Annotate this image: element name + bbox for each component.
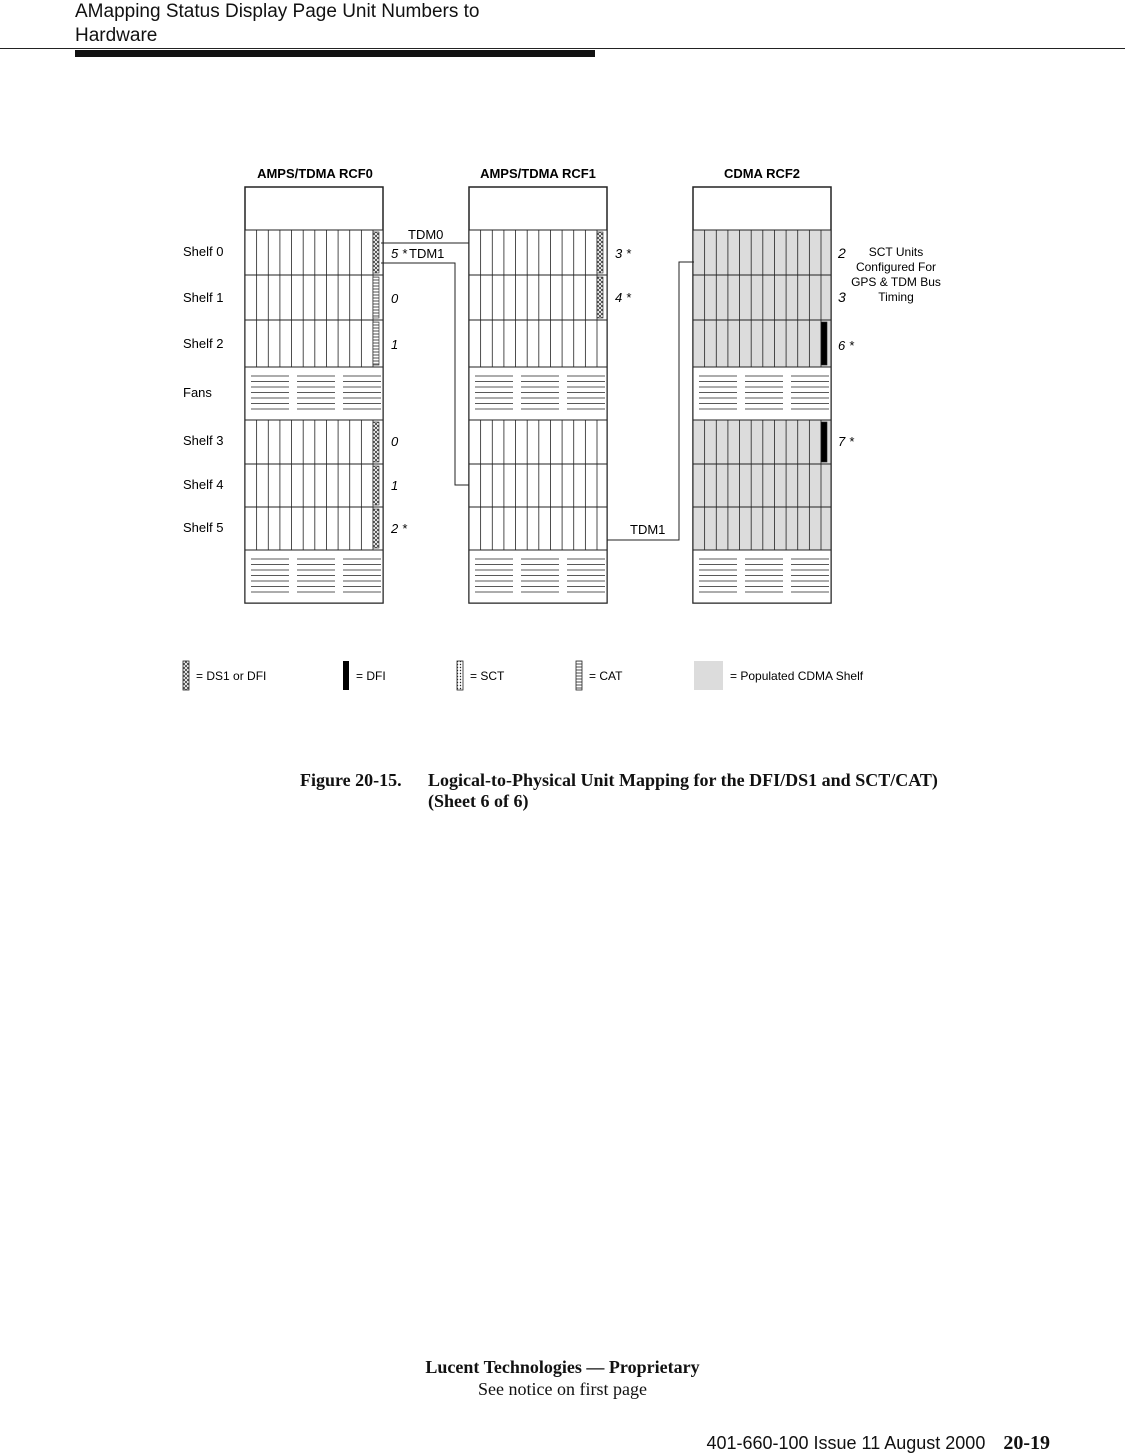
ds1-dfi-pack (373, 232, 379, 273)
legend-cdma-text: = Populated CDMA Shelf (730, 669, 864, 683)
shelf-label-0: Shelf 0 (183, 244, 224, 259)
tdm0-label: TDM0 (408, 227, 444, 242)
shelf-0 (469, 230, 607, 275)
ds1-dfi-pack (373, 466, 379, 505)
fan-unit-1 (245, 550, 383, 603)
frame-title-rcf2: CDMA RCF2 (723, 166, 801, 181)
legend-cat-swatch (576, 661, 582, 690)
sct-note-line4: Timing (878, 290, 914, 304)
shelf-label-5: Shelf 5 (183, 520, 224, 535)
frame-rcf0 (245, 187, 383, 603)
rcf0-unit-shelf5: 2 * (391, 521, 407, 536)
shelf-3 (693, 420, 831, 464)
frame-rcf1 (469, 187, 607, 603)
shelf-3 (245, 420, 383, 464)
legend-sct-swatch (457, 661, 463, 690)
shelf-5 (245, 507, 383, 550)
legend (183, 661, 864, 690)
frame-title-rcf1: AMPS/TDMA RCF1 (480, 166, 596, 181)
rcf1-unit-shelf0: 3 * (615, 246, 631, 261)
legend-dfi-text: = DFI (356, 669, 386, 683)
header-title-line1: AMapping Status Display Page Unit Numbers to (75, 1, 480, 22)
caption-number: Figure 20-15. (300, 770, 402, 790)
fan-unit-0 (693, 367, 831, 420)
shelf-2 (245, 320, 383, 367)
shelf-4 (693, 464, 831, 507)
dfi-pack (821, 422, 827, 462)
shelf-5 (469, 507, 607, 550)
rcf0-unit-shelf1: 0 (391, 291, 399, 306)
rcf0-unit-shelf4: 1 (391, 478, 399, 493)
sct-note-line3: GPS & TDM Bus (851, 275, 941, 289)
shelf-1 (469, 275, 607, 320)
shelf-5 (693, 507, 831, 550)
legend-ds1-text: = DS1 or DFI (196, 669, 267, 683)
fan-unit-0 (469, 367, 607, 420)
caption-line2: (Sheet 6 of 6) (428, 791, 529, 811)
shelf-label-2: Shelf 2 (183, 336, 224, 351)
sct-note (851, 245, 941, 304)
shelf-2 (469, 320, 607, 367)
fan-unit-1 (693, 550, 831, 603)
ds1-dfi-pack (373, 509, 379, 548)
shelf-4 (469, 464, 607, 507)
header-title-line2: Hardware (75, 25, 158, 46)
caption-line1: Logical-to-Physical Unit Mapping for the DFI/DS1 and SCT/CAT) (428, 770, 938, 790)
ds1-dfi-pack (373, 322, 379, 365)
ds1-dfi-pack (597, 232, 603, 273)
legend-sct-text: = SCT (470, 669, 505, 683)
shelf-3 (469, 420, 607, 464)
rcf2-unit-shelf3: 7 * (838, 434, 854, 449)
page-info (706, 1432, 1050, 1455)
shelf-1 (245, 275, 383, 320)
shelf-label-3: Shelf 3 (183, 433, 224, 448)
rcf1-unit-shelf1: 4 * (615, 290, 631, 305)
legend-dfi-swatch (343, 661, 349, 690)
footer-company: Lucent Technologies — Proprietary (425, 1357, 700, 1377)
doc-info: 401-660-100 Issue 11 August 2000 (706, 1433, 986, 1453)
shelf-0 (693, 230, 831, 275)
sct-note-line1: SCT Units (868, 245, 924, 259)
tdm1-label-bottom: TDM1 (630, 522, 666, 537)
shelf-4 (245, 464, 383, 507)
shelf-label-4: Shelf 4 (183, 477, 224, 492)
ds1-dfi-pack (597, 277, 603, 318)
legend-cdma-swatch (694, 661, 723, 690)
page-number: 20-19 (1003, 1432, 1050, 1454)
rcf2-unit-shelf0: 2 (838, 245, 846, 261)
legend-cat-text: = CAT (589, 669, 623, 683)
rcf0-unit-shelf0: 5 * (391, 246, 407, 261)
rcf0-unit-shelf2: 1 (391, 337, 399, 352)
frame-title-rcf0: AMPS/TDMA RCF0 (257, 166, 373, 181)
shelf-label-fans: Fans (183, 385, 212, 400)
footer-notice: See notice on first page (478, 1379, 647, 1399)
figure-caption (300, 770, 938, 812)
page-footer (0, 1356, 1125, 1400)
tdm1-label-top: TDM1 (409, 246, 445, 261)
shelf-label-1: Shelf 1 (183, 290, 224, 305)
ds1-dfi-pack (373, 277, 379, 318)
sct-note-line2: Configured For (855, 260, 937, 274)
shelf-0 (245, 230, 383, 275)
legend-ds1-swatch (183, 661, 189, 690)
ds1-dfi-pack (373, 422, 379, 462)
dfi-pack (821, 322, 827, 365)
rcf0-unit-shelf3: 0 (391, 434, 399, 449)
shelf-2 (693, 320, 831, 367)
rcf2-unit-shelf2: 6 * (838, 338, 854, 353)
rcf2-unit-shelf1: 3 (838, 289, 846, 305)
shelf-1 (693, 275, 831, 320)
fan-unit-1 (469, 550, 607, 603)
fan-unit-0 (245, 367, 383, 420)
frame-rcf2 (693, 187, 831, 603)
